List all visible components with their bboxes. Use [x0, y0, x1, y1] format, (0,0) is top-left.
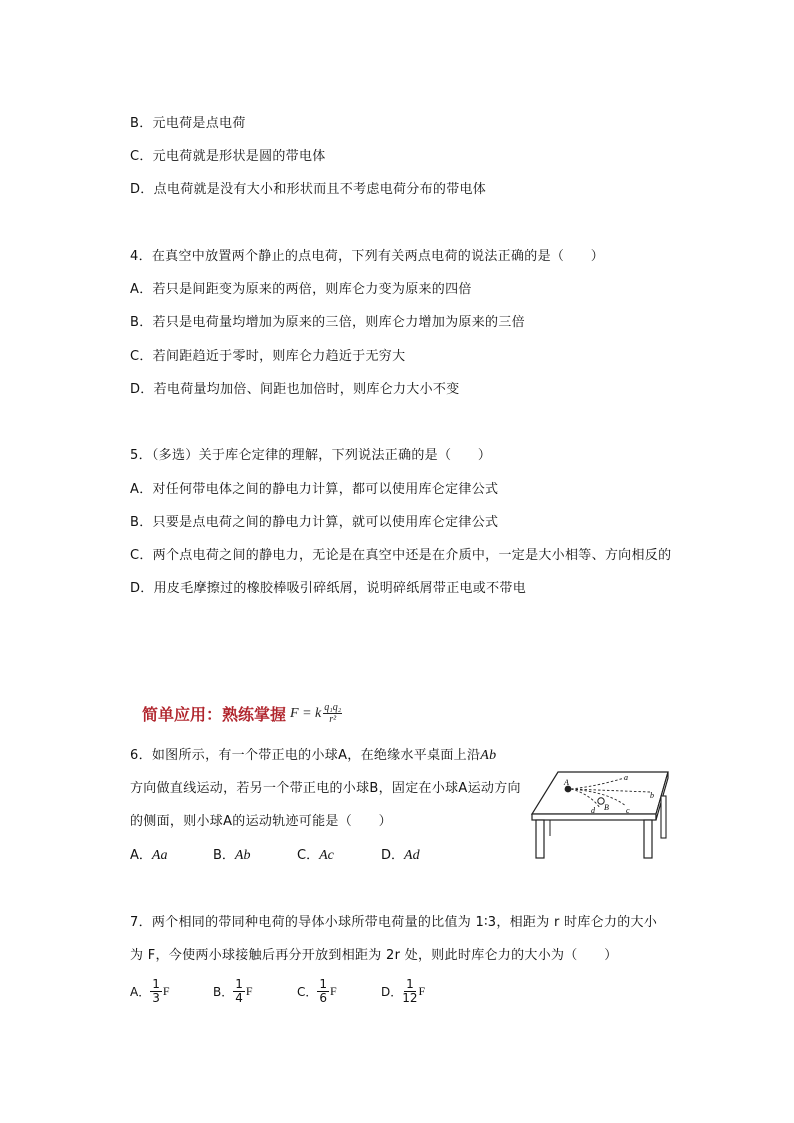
label-d: d — [591, 806, 595, 815]
formula-fraction — [323, 702, 342, 725]
q4-option-a: A．若只是间距变为原来的两倍，则库仑力变为原来的四倍 — [130, 282, 472, 297]
table-figure — [528, 768, 688, 863]
table-leg-back-right — [661, 796, 666, 838]
q6-option-c-label: C． — [297, 848, 320, 863]
q5-option-a: A．对任何带电体之间的静电力计算，都可以使用库仑定律公式 — [130, 482, 499, 497]
formula-denominator: r² — [329, 714, 337, 725]
section-title: 简单应用：熟练掌握 — [142, 705, 287, 724]
q6-option-a-value: Aa — [151, 848, 168, 863]
table-leg-front-left — [536, 820, 544, 858]
q6-option-a-label: A． — [130, 848, 152, 863]
q7-option-d-unit: F — [418, 984, 426, 998]
q7-option-a-num: 1 — [152, 977, 160, 991]
q4-option-c: C．若间距趋近于零时，则库仑力趋近于无穷大 — [130, 349, 406, 364]
q3-option-d: D．点电荷就是没有大小和形状而且不考虑电荷分布的带电体 — [130, 182, 487, 197]
formula-numerator: q₁q₂ — [324, 702, 342, 713]
q6-option-a — [130, 846, 167, 866]
label-B: B — [604, 803, 609, 812]
q7-option-a — [130, 978, 170, 1005]
q6-line-1-text: 6．如图所示，有一个带正电的小球A，在绝缘水平桌面上沿 — [130, 748, 481, 763]
label-a: a — [624, 773, 628, 782]
q6-option-d — [381, 846, 420, 866]
q6-option-c — [297, 846, 334, 866]
q4-option-d: D．若电荷量均加倍、间距也加倍时，则库仑力大小不变 — [130, 382, 460, 397]
formula-lhs: F = k — [290, 705, 322, 721]
q7-option-d-fraction — [402, 978, 417, 1005]
q7-option-b-num: 1 — [235, 977, 243, 991]
q3-option-b: B．元电荷是点电荷 — [130, 116, 246, 131]
coulomb-formula — [290, 702, 342, 725]
q7-option-c — [297, 978, 337, 1005]
q7-option-d-label: D． — [381, 985, 403, 999]
q7-option-a-unit: F — [162, 984, 170, 998]
q6-line-3: 的侧面，则小球A的运动轨迹可能是（ ） — [130, 814, 392, 829]
q7-option-d — [381, 978, 425, 1005]
q6-option-c-value: Ac — [319, 848, 334, 863]
q3-option-c: C．元电荷就是形状是圆的带电体 — [130, 149, 326, 164]
q7-option-a-fraction — [150, 978, 162, 1005]
section-heading — [142, 702, 342, 725]
q7-option-b — [213, 978, 253, 1005]
q7-option-d-num: 1 — [406, 977, 414, 991]
q6-option-b-value: Ab — [234, 848, 251, 863]
label-b: b — [650, 791, 654, 800]
q7-option-b-unit: F — [245, 984, 253, 998]
q7-option-b-label: B． — [213, 985, 234, 999]
q6-line-1 — [130, 746, 496, 766]
q7-option-d-den: 12 — [402, 991, 418, 1005]
q6-option-b — [213, 846, 250, 866]
q4-option-b: B．若只是电荷量均增加为原来的三倍，则库仑力增加为原来的三倍 — [130, 315, 525, 330]
q5-option-d: D．用皮毛摩擦过的橡胶棒吸引碎纸屑，说明碎纸屑带正电或不带电 — [130, 581, 527, 596]
q7-option-c-num: 1 — [319, 977, 328, 991]
q6-option-d-label: D． — [381, 848, 405, 863]
q7-option-c-label: C． — [297, 985, 318, 999]
q7-option-b-den: 4 — [235, 991, 243, 1005]
q4-stem: 4．在真空中放置两个静止的点电荷，下列有关两点电荷的说法正确的是（ ） — [130, 249, 605, 264]
q7-option-c-den: 6 — [319, 991, 328, 1005]
q5-option-b: B．只要是点电荷之间的静电力计算，就可以使用库仑定律公式 — [130, 515, 499, 530]
q7-option-b-fraction — [233, 978, 245, 1005]
q5-stem: 5．（多选）关于库仑定律的理解，下列说法正确的是（ ） — [130, 448, 492, 463]
q7-option-c-unit: F — [330, 984, 337, 998]
q6-option-d-value: Ad — [404, 848, 420, 863]
label-A: A — [564, 778, 569, 787]
q6-line-1-italic: Ab — [480, 748, 497, 763]
q7-option-a-den: 3 — [152, 991, 160, 1005]
q6-line-2: 方向做直线运动，若另一个带正电的小球B，固定在小球A运动方向 — [130, 781, 521, 796]
q5-option-c: C．两个点电荷之间的静电力，无论是在真空中还是在介质中，一定是大小相等、方向相反的 — [130, 548, 672, 563]
q7-line-2: 为 F，今使两小球接触后再分开放到相距为 2r 处，则此时库仑力的大小为（ ） — [130, 948, 618, 963]
label-c: c — [626, 806, 630, 815]
table-leg-front-right — [644, 820, 652, 858]
tabletop — [532, 772, 668, 814]
q6-option-b-label: B． — [213, 848, 235, 863]
q7-option-a-label: A． — [130, 985, 151, 999]
q7-option-c-fraction — [317, 978, 329, 1005]
q7-line-1: 7．两个相同的带同种电荷的导体小球所带电荷量的比值为 1∶3，相距为 r 时库仑力的大小 — [130, 915, 658, 930]
